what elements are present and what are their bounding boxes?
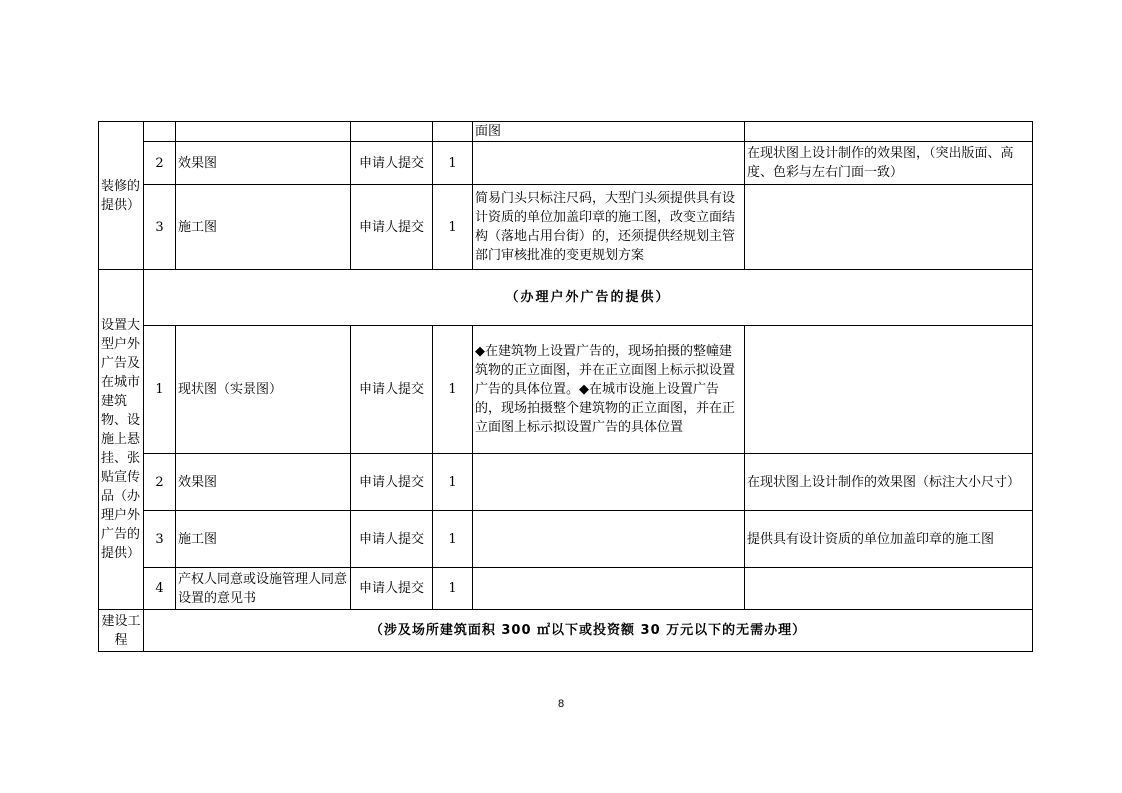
item-number: 2 <box>144 142 176 185</box>
category-cell-construction: 建设工程 <box>99 610 144 652</box>
table-row <box>99 122 1033 142</box>
copies: 1 <box>433 454 473 511</box>
description-cell: 简易门头只标注尺码，大型门头须提供具有设计资质的单位加盖印章的施工图，改变立面结构（落地占用台街）的，还须提供经规划主管部门审核批准的变更规划方案 <box>473 185 745 270</box>
item-number: 3 <box>144 511 176 568</box>
item-number: 1 <box>144 326 176 454</box>
material-source: 申请人提交 <box>351 185 433 270</box>
category-cell-decoration: 装修的提供） <box>99 122 144 270</box>
table-row <box>99 454 1033 511</box>
material-name: 现状图（实景图） <box>176 326 351 454</box>
copies: 1 <box>433 142 473 185</box>
description-cell: 面图 <box>473 122 745 142</box>
item-number: 3 <box>144 185 176 270</box>
remark-cell: 提供具有设计资质的单位加盖印章的施工图 <box>745 511 1033 568</box>
copies: 1 <box>433 326 473 454</box>
table-row <box>99 142 1033 185</box>
material-name: 施工图 <box>176 511 351 568</box>
remark-cell: 在现状图上设计制作的效果图（标注大小尺寸） <box>745 454 1033 511</box>
materials-table <box>98 121 1033 652</box>
page-number: 8 <box>557 698 565 710</box>
table-row <box>99 568 1033 610</box>
table-row <box>99 511 1033 568</box>
copies: 1 <box>433 185 473 270</box>
section-heading: （办理户外广告的提供） <box>144 270 1033 326</box>
material-name: 施工图 <box>176 185 351 270</box>
item-number: 2 <box>144 454 176 511</box>
material-name: 效果图 <box>176 454 351 511</box>
material-name: 效果图 <box>176 142 351 185</box>
description-cell: ◆在建筑物上设置广告的，现场拍摄的整幢建筑物的正立面图，并在正立面图上标示拟设置广告的具体位置。◆在城市设施上设置广告的，现场拍摄整个建筑物的正立面图，并在正立面图上标示拟设置广告的具体位置 <box>473 326 745 454</box>
table-row <box>99 185 1033 270</box>
material-name: 产权人同意或设施管理人同意设置的意见书 <box>176 568 351 610</box>
copies: 1 <box>433 568 473 610</box>
material-source: 申请人提交 <box>351 568 433 610</box>
copies: 1 <box>433 511 473 568</box>
material-source: 申请人提交 <box>351 511 433 568</box>
table-row <box>99 326 1033 454</box>
section-heading-row <box>99 270 1033 326</box>
section-heading: （涉及场所建筑面积 300 ㎡以下或投资额 30 万元以下的无需办理） <box>144 610 1033 652</box>
item-number: 4 <box>144 568 176 610</box>
material-source: 申请人提交 <box>351 326 433 454</box>
material-source: 申请人提交 <box>351 454 433 511</box>
material-source: 申请人提交 <box>351 142 433 185</box>
remark-cell: 在现状图上设计制作的效果图，（突出版面、高度、色彩与左右门面一致） <box>745 142 1033 185</box>
section-heading-row <box>99 610 1033 652</box>
category-cell-outdoor-ad: 设置大型户外广告及在城市建筑物、设施上悬挂、张贴宣传品（办理户外广告的提供） <box>99 270 144 610</box>
